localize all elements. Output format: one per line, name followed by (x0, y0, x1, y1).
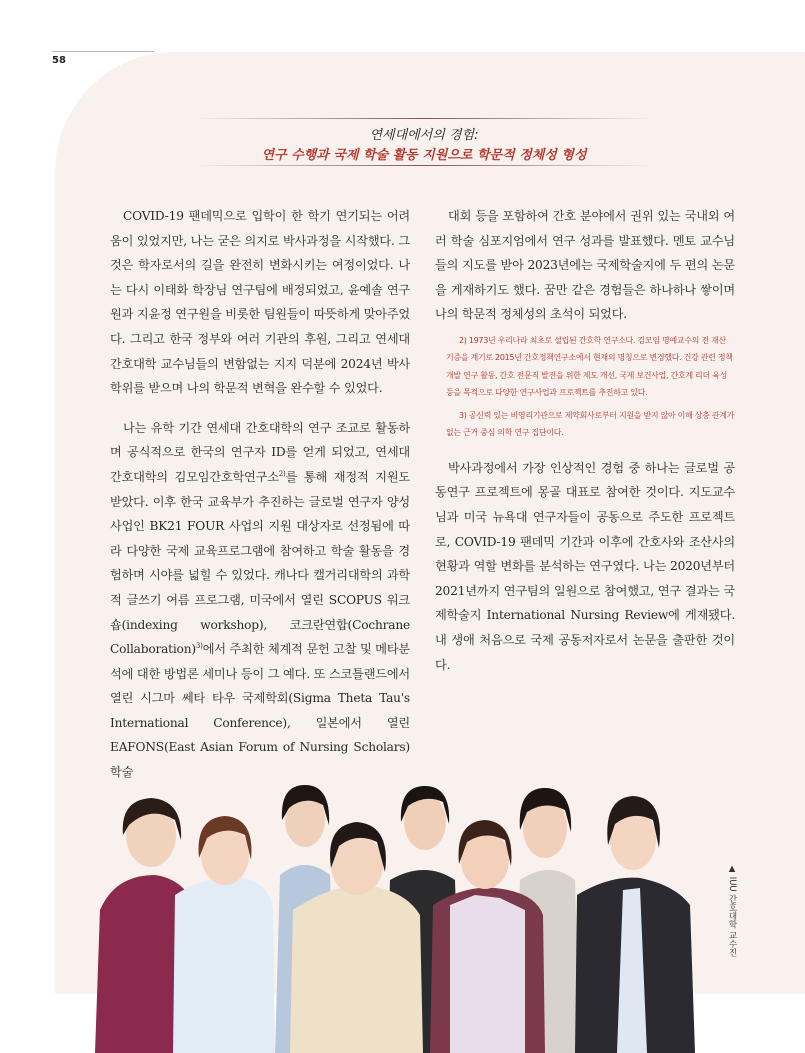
paragraph-text: 에서 주최한 체계적 문헌 고찰 및 메타분석에 대한 방법론 세미나 등이 그 예다. 또 스코틀랜드에서 열린 시그마 쎄타 타우 국제학회(Sigma Theta Tau's International Conference), 일본에서 열린 EAFONS(East Asian Forum of Nursing Scholars) 학술 (110, 642, 410, 780)
person-front-1 (173, 816, 275, 1053)
footnote-ref: 2) (278, 469, 286, 478)
heading-bottom-rule (196, 165, 652, 166)
footnotes (435, 332, 735, 442)
paragraph (110, 416, 410, 785)
photo-caption: ▲ IUU 간호대학 교수진 (727, 864, 737, 957)
footnote-2: 2) 1973년 우리나라 최초로 설립된 간호학 연구소다. 김모임 명예교수의 전 재산 기증을 계기로 2015년 간호정책연구소에서 현재의 명칭으로 변경했다. 건강 관련 정책개발 연구 활동, 간호 전문직 발전을 위한 제도 개선, 국제 보건사업, 간호계 리더 육성 등을 목적으로 다양한 연구사업과 프로젝트를 추진하고 있다. (446, 335, 733, 397)
heading-top-rule (196, 118, 652, 119)
paragraph: COVID-19 팬데믹으로 입학이 한 학기 연기되는 어려움이 있었지만, 나는 굳은 의지로 박사과정을 시작했다. 그것은 학자로서의 길을 완전히 변화시키는 여정이었다. 나는 다시 이태화 학장님 연구팀에 배정되었고, 윤예솔 연구원과 지윤정 연구원을 비롯한 팀원들이 따뜻하게 맞아주었다. 그리고 한국 정부와 여러 기관의 후원, 그리고 연세대 간호대학 교수님들의 변함없는 지지 덕분에 2024년 박사학위를 받으며 나의 학문적 변혁을 완수할 수 있었다. (110, 209, 410, 396)
section-heading (196, 118, 652, 166)
paragraph: 박사과정에서 가장 인상적인 경험 중 하나는 글로벌 공동연구 프로젝트에 몽골 대표로 참여한 것이다. 지도교수님과 미국 뉴욕대 연구자들이 공동으로 주도한 프로젝트로, COVID-19 팬데믹 기간과 이후에 간호사와 조산사의 현황과 역할 변화를 분석하는 연구였다. 나는 2020년부터 2021년까지 연구팀의 일원으로 참여했고, 연구 결과는 국제학술지 International Nursing Review에 게재됐다. 내 생애 처음으로 국제 공동저자로서 논문을 출판한 것이다. (435, 460, 735, 672)
faculty-group-photo (95, 780, 713, 1053)
left-column (110, 204, 410, 785)
right-column (435, 204, 735, 677)
person-front-2 (290, 822, 423, 1053)
paragraph-text: 나는 유학 기간 연세대 간호대학의 연구 조교로 활동하며 공식적으로 한국의 연구자 ID를 얻게 되었고, 연세대 간호대학의 김모임간호학연구소 (110, 420, 410, 484)
page-number: 58 (52, 55, 66, 66)
page-rule (52, 51, 154, 52)
heading-subtitle: 연세대에서의 경험: (369, 128, 479, 143)
heading-title: 연구 수행과 국제 학술 활동 지원으로 학문적 정체성 형성 (261, 148, 587, 163)
person-front-4 (575, 796, 695, 1053)
footnote-3: 3) 공신력 있는 비영리기관으로 제약회사로부터 지원을 받지 않아 이해 상충 관계가 없는 근거 중심 의학 연구 집단이다. (446, 411, 735, 438)
paragraph-text: 를 통해 재정적 지원도 받았다. 이후 한국 교육부가 추진하는 글로벌 연구자 양성 사업인 BK21 FOUR 사업의 지원 대상자로 선정됨에 따라 다양한 국제 교육프로그램에 참여하고 학술 활동을 경험하며 시야를 넓힐 수 있었다. 캐나다 캘거리대학의 과학적 글쓰기 여름 프로그램, 미국에서 열린 SCOPUS 워크숍(indexing workshop), 코크란연합(Cochrane Collaboration) (110, 469, 410, 657)
paragraph: 대회 등을 포함하여 간호 분야에서 권위 있는 국내외 여러 학술 심포지엄에서 연구 성과를 발표했다. 멘토 교수님들의 지도를 받아 2023년에는 국제학술지에 두 편의 논문을 게재하기도 했다. 꿈만 같은 경험들은 하나하나 쌓이며 나의 학문적 정체성의 초석이 되었다. (435, 209, 735, 322)
person-front-3 (430, 820, 545, 1053)
footnote-ref: 3) (195, 642, 203, 651)
